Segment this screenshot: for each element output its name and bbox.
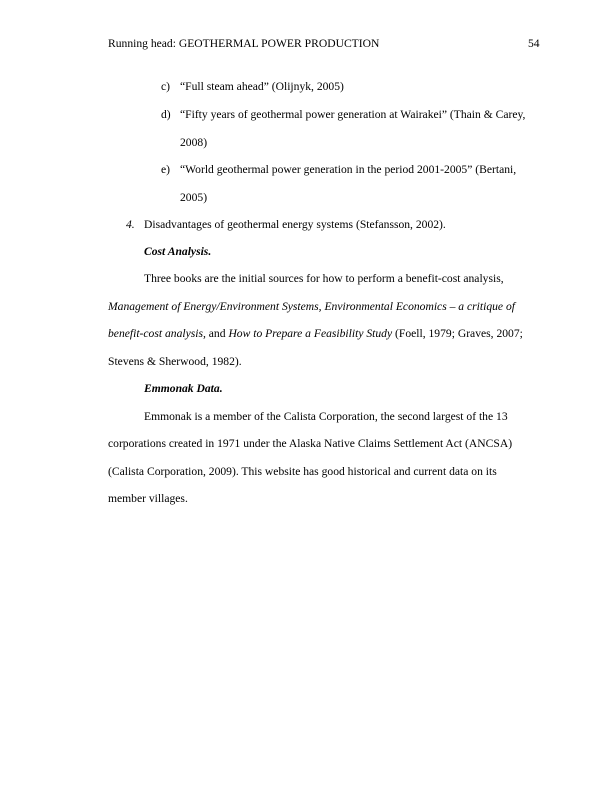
- list-marker-4: 4.: [126, 218, 135, 231]
- list-marker-d: d): [161, 108, 171, 121]
- emmonak-line-4: member villages.: [108, 492, 188, 505]
- page-number: 54: [528, 37, 540, 50]
- cost-analysis-line-2: Management of Energy/Environment Systems, Environmental Economics – a critique of: [108, 300, 515, 313]
- emmonak-line-3: (Calista Corporation, 2009). This website has good historical and current data on its: [108, 465, 497, 478]
- reference-c-line-1: “Full steam ahead” (Olijnyk, 2005): [180, 80, 344, 93]
- book-title-benefit-cost: benefit-cost analysis,: [108, 327, 206, 340]
- cost-analysis-line-4: Stevens & Sherwood, 1982).: [108, 355, 242, 368]
- cost-analysis-line-3: [108, 327, 523, 341]
- emmonak-line-2: corporations created in 1971 under the Alaska Native Claims Settlement Act (ANCSA): [108, 437, 513, 450]
- reference-d-line-1: “Fifty years of geothermal power generation at Wairakei” (Thain & Carey,: [180, 108, 526, 121]
- cost-analysis-line-1: Three books are the initial sources for how to perform a benefit-cost analysis,: [144, 272, 504, 285]
- emmonak-line-1: Emmonak is a member of the Calista Corporation, the second largest of the 13: [144, 410, 508, 423]
- citation-text: (Foell, 1979; Graves, 2007;: [392, 327, 523, 340]
- item-4-text: Disadvantages of geothermal energy systems (Stefansson, 2002).: [144, 218, 446, 231]
- reference-d-line-2: 2008): [180, 136, 208, 149]
- reference-e-line-1: “World geothermal power generation in the period 2001-2005” (Bertani,: [180, 163, 517, 176]
- emmonak-heading: Emmonak Data.: [144, 382, 223, 395]
- book-title-feasibility: How to Prepare a Feasibility Study: [228, 327, 393, 340]
- cost-analysis-heading: Cost Analysis.: [144, 245, 212, 258]
- reference-e-line-2: 2005): [180, 191, 208, 204]
- list-marker-e: e): [161, 163, 171, 176]
- conjunction-text: and: [205, 327, 229, 340]
- list-marker-c: c): [161, 80, 171, 93]
- running-head: Running head: GEOTHERMAL POWER PRODUCTION: [108, 37, 380, 50]
